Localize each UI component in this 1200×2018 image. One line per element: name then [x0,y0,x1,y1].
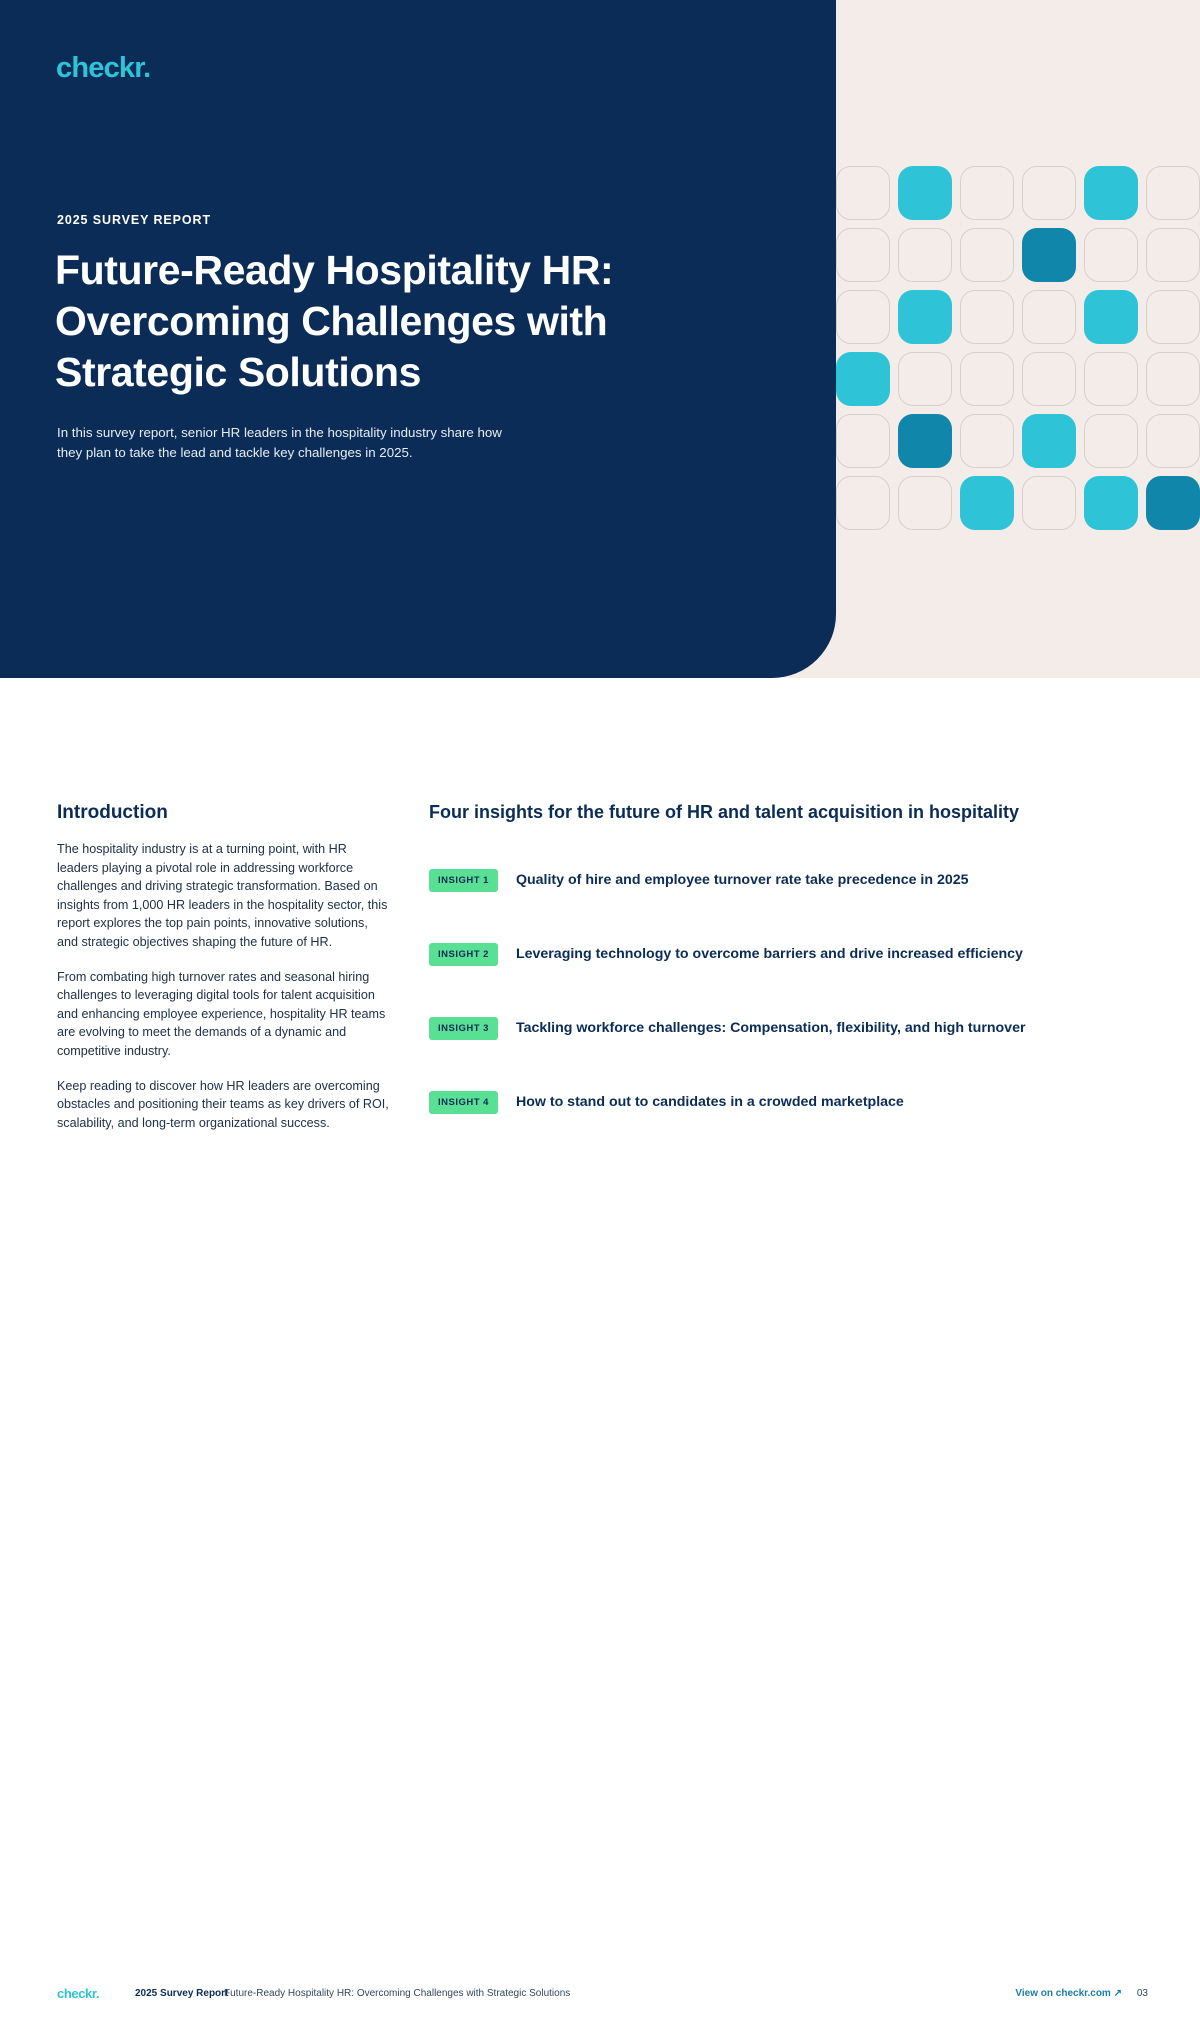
pattern-square [1084,228,1138,282]
insight-badge: INSIGHT 1 [429,869,498,892]
pattern-square [898,352,952,406]
pattern-square [1084,476,1138,530]
pattern-square [960,476,1014,530]
hero-subtitle: In this survey report, senior HR leaders in the hospitality industry share how they plan to take the lead and tackle key challenges in 2025. [57,425,502,460]
insight-badge: INSIGHT 3 [429,1017,498,1040]
insight-row[interactable] [429,843,1129,917]
pattern-square [960,166,1014,220]
pattern-square [1022,414,1076,468]
pattern-square [1084,290,1138,344]
insights-heading: Four insights for the future of HR and talent acquisition in hospitality [429,802,1020,822]
pattern-square [898,290,952,344]
page-title: Future-Ready Hospitality HR: Overcoming Challenges with Strategic Solutions [55,247,614,395]
pattern-square [1022,290,1076,344]
pattern-square [1022,352,1076,406]
pattern-square [1146,476,1200,530]
external-link-icon: ↗ [1113,1988,1122,1999]
insight-row[interactable] [429,991,1129,1065]
introduction-paragraph: The hospitality industry is at a turning point, with HR leaders playing a pivotal role in addressing workforce challenges and driving strategic transformation. Based on insights from 1,000 HR leaders in the hospitality sector, this report explores the top pain points, innovative solutions, and strategic objectives shaping the future of HR. [57,842,388,949]
view-on-checkr-link[interactable] [1015,1988,1122,1999]
pattern-square [1146,352,1200,406]
report-eyebrow: 2025 SURVEY REPORT [57,213,211,227]
brand-logo-text: checkr [56,52,144,84]
insights-list [429,843,1129,1139]
footer-logo-text: checkr [57,1986,96,2001]
pattern-square [898,476,952,530]
pattern-square [836,476,890,530]
footer-logo [57,1986,99,2001]
pattern-square [960,290,1014,344]
footer-report-label: 2025 Survey Report [135,1988,229,1999]
brand-logo [56,52,150,85]
pattern-square [836,290,890,344]
pattern-square [836,228,890,282]
insight-badge: INSIGHT 4 [429,1091,498,1114]
pattern-square [960,414,1014,468]
hero-section [0,0,1200,678]
page-number: 03 [1136,1988,1148,1999]
pattern-square [836,166,890,220]
pattern-square [1022,228,1076,282]
introduction-body [57,840,389,1148]
pattern-square [1084,352,1138,406]
pattern-square [1146,166,1200,220]
footer-logo-dot: . [95,1986,100,2001]
pattern-square [898,228,952,282]
pattern-square [1146,228,1200,282]
pattern-square [1146,414,1200,468]
pattern-square [836,414,890,468]
introduction-paragraph: Keep reading to discover how HR leaders are overcoming obstacles and positioning their teams as key drivers of ROI, scalability, and long-term organizational success. [57,1078,389,1130]
introduction-heading: Introduction [57,802,168,823]
footer-document-title: Future-Ready Hospitality HR: Overcoming Challenges with Strategic Solutions [224,1988,571,1999]
insight-label: Leveraging technology to overcome barriers and drive increased efficiency [515,946,1023,962]
pattern-square [1084,414,1138,468]
introduction-paragraph: From combating high turnover rates and seasonal hiring challenges to leveraging digital tools for talent acquisition and enhancing employee experience, hospitality HR teams are evolving to meet the demands of a dynamic and competitive industry. [57,969,386,1058]
insight-label: Quality of hire and employee turnover rate take precedence in 2025 [515,872,969,888]
insight-label: Tackling workforce challenges: Compensation, flexibility, and high turnover [515,1020,1026,1036]
footer-link-text: View on checkr.com [1015,1988,1111,1999]
pattern-square [836,352,890,406]
insight-label: How to stand out to candidates in a crowded marketplace [515,1094,904,1110]
pattern-square [898,414,952,468]
insight-row[interactable] [429,917,1129,991]
pattern-square [960,352,1014,406]
insight-row[interactable] [429,1065,1129,1139]
page-footer [0,1978,1200,2018]
pattern-square [1146,290,1200,344]
pattern-square [1022,476,1076,530]
brand-logo-dot: . [143,52,151,84]
pattern-square [960,228,1014,282]
insight-badge: INSIGHT 2 [429,943,498,966]
pattern-square [1084,166,1138,220]
pattern-square [898,166,952,220]
decorative-square-pattern [836,166,1200,506]
pattern-square [1022,166,1076,220]
